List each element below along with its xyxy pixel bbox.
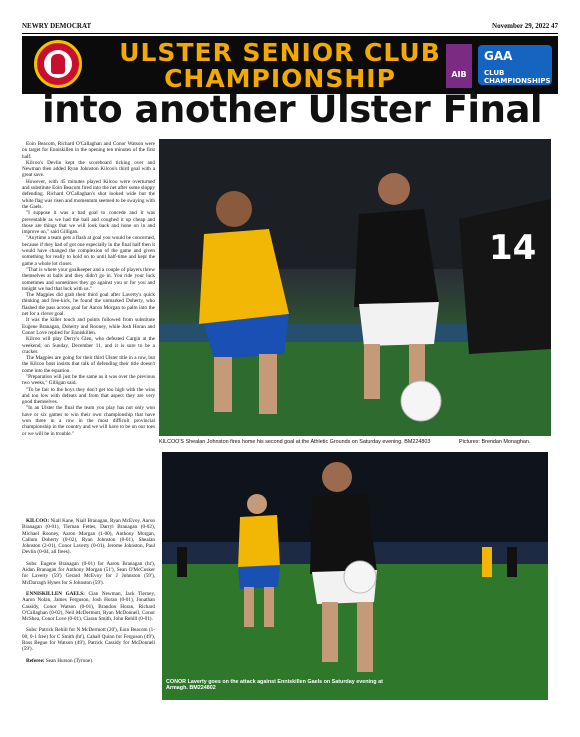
body-paragraph: "Preparation will just be the same as it was over the previous two weeks," Gilligan said. xyxy=(22,373,155,387)
gaa-logo-text: GAA xyxy=(484,49,513,63)
body-paragraph: The Magpies did grab their third goal after Laverty's quick thinking and free-kick, he found the unmarked Doherty, who flashed the pass across goal for Aaron Morgan to palm into the net for a clever goal. xyxy=(22,292,155,318)
gaa-logo-subtext: CLUB CHAMPIONSHIPS xyxy=(484,69,551,85)
lineup-kilcoo: KILCOO: Niall Kane, Niall Branagan, Ryan McEvoy, Aaron Branagan (0-01), Tiernan Fettes, Darryl Branagan (0-02), Michael Rooney, Aaron Morgan (1-00), Anthony Morgan, Callum Doherty (0-02), Ryan Johnston (0-01), Shealan Johnston (2-01), Conor Laverty (0-01), Jerome Johnston, Paul Devlin (0-04, all frees). xyxy=(22,518,156,556)
body-paragraph: "In an Ulster the final the team you play has not only won have or six games to win their own championship that have won three in a row in the most difficult provincial championship in the country and we will have to be on our toes or we will be in trouble." xyxy=(22,405,155,437)
referee: Referee: Sean Hurson (Tyrone). xyxy=(26,657,94,664)
body-paragraph: Eoin Beacom, Richard O'Callaghan and Conor Watson were on target for Enniskillen in the opening ten minutes of the first half. xyxy=(22,141,155,160)
aib-logo: AIB xyxy=(446,44,472,88)
svg-text:14: 14 xyxy=(489,228,537,268)
body-paragraph: "That is where your goalkeeper and a couple of players threw themselves at balls and they didn't go in. You ride your luck sometimes and sometimes they go against you or for you and tonight we had that luck with us." xyxy=(22,266,155,292)
body-paragraph: Kilcoo's Devlin kept the scoreboard ticking over and Newman then added Ryan Johnston Kilcoo's third goal with a great save. xyxy=(22,159,155,179)
photo-1-caption-block xyxy=(159,439,551,445)
championship-banner xyxy=(22,36,558,94)
body-paragraph: The Magpies are going for their third Ulster title in a row, but the Kilcoo boss insists that talk of defending their title doesn't come into the equation. xyxy=(22,355,155,374)
banner-line-1: ULSTER SENIOR CLUB xyxy=(119,38,441,67)
date-page: November 29, 2022 47 xyxy=(492,22,558,30)
article-body xyxy=(22,141,155,437)
photo-credit: Pictures: Brendan Monaghan. xyxy=(459,439,531,445)
body-paragraph: "Anytime a team gets a flash at goal you would be concerned, because if they had of got one especially in the final half then it would have changed the complexion of the game and given something for really to hold on to until half-time and kept the game a whole lot closer. xyxy=(22,235,155,267)
lineup-kilcoo-subs: Subs: Eugene Branagan (0-01) for Aaron Branagan (ht'), Aidan Branagan for Anthony Morgan (51'), Sean O'McCusker for Laverty (59') Gerard McEvoy for J Johnston (59'), McDarragh Hynes for S Johnston (59'). xyxy=(22,560,155,586)
publication-name: NEWRY DEMOCRAT xyxy=(22,22,92,30)
body-paragraph: "I suppose it was a bad goal to concede and it was preventable as we had the ball and coughed it up cheap and those are things that we will look back and hone on in and improve on," said Gilligan. xyxy=(22,210,155,236)
header-rule xyxy=(22,33,558,34)
body-paragraph: Kilcoo will play Derry's Glen, who defeated Cargin at the weekend, on Sunday, December 11, and it is sure to be a cracker. xyxy=(22,336,155,355)
gaa-club-logo xyxy=(478,45,552,85)
banner-line-2: CHAMPIONSHIP xyxy=(164,64,396,93)
photo-1-caption: KILCOO'S Shealan Johnston fires home his second goal at the Athletic Grounds on Saturday evening. BM224803 xyxy=(159,439,431,445)
ulster-crest-icon xyxy=(34,40,82,88)
body-paragraph: However, with 45 minutes played Kilcoo were overturned and substitute Eoin Beacom fired into the net after some sloppy defending. Richard O'Callaghan's shot looked wide but the white flag was risen and momentum seemed to be swaying with the Gaels. xyxy=(22,178,155,210)
match-photo-2 xyxy=(162,452,548,700)
body-paragraph: "To be fair to the boys they don't get too high with the wins and too low with defeats and from that aspect they are very good themselves. xyxy=(22,386,155,406)
match-photo-1 xyxy=(159,139,551,436)
team-lineups xyxy=(22,518,155,669)
lineup-enniskillen: ENNISKILLEN GAELS: Cian Newman, Jack Tierney, Aaron Nolan, James Ferguson, Josh Horan (0-01), Jonathan Cassidy, Conor Watson (0-01), Brandon Horan, Richard O'Callaghan (0-02), Neil McDermott, Ryan McDonnell, Conor McShea, Conor Love (0-01), Ciaran Smith, John Rehill (0-01). xyxy=(22,590,156,623)
headline: into another Ulster Final xyxy=(42,88,543,131)
body-paragraph: It was the killer touch and points followed from substitute Eugene Branagan, Doherty and Rooney, while Josh Horan and Conor Love replied for Enniskillen. xyxy=(22,317,155,336)
lineup-enniskillen-subs: Subs: Patrick Rehill for N McDermott (20'), Eoin Beacom (1-00, 0-1 free) for C Smith (ht'), Cahall Quinn for Ferguson (49'), Ross Begue for Watson (49'), Patrick Cassidy for McDonnell (59'). xyxy=(22,627,155,653)
photo-2-caption: CONOR Laverty goes on the attack against Enniskillen Gaels on Saturday evening at Armagh. BM224802 xyxy=(166,679,383,691)
